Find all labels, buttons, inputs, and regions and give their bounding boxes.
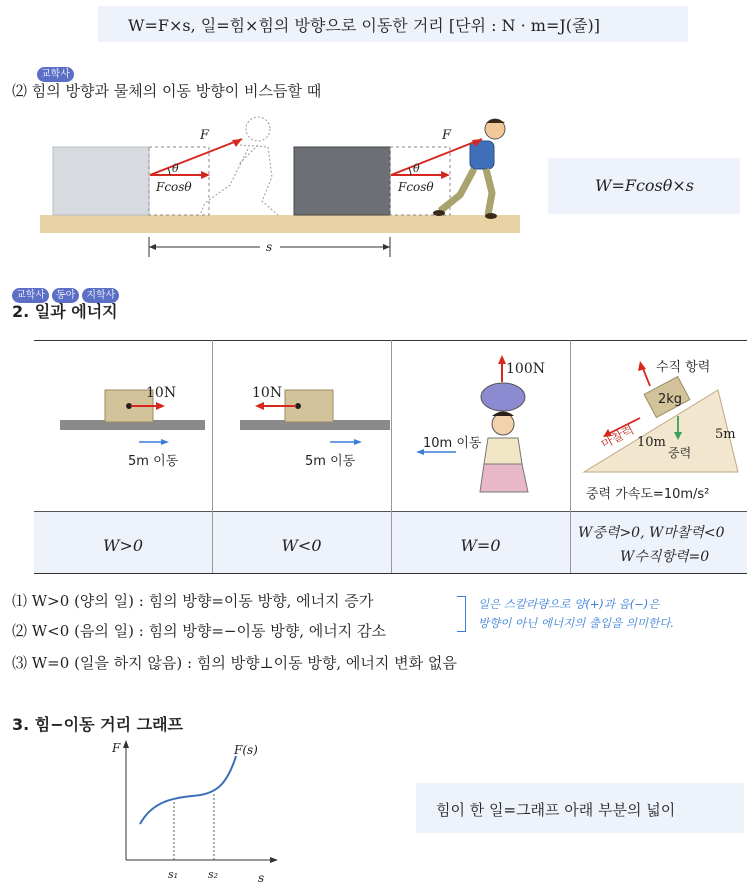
graph-curve-label: F(s) [234,743,258,757]
cell4-gravity: 중력 [668,446,692,460]
publisher-badge: 지학사 [82,288,119,303]
force-distance-graph [112,738,282,888]
oblique-title: ⑵ 힘의 방향과 물체의 이동 방향이 비스듬할 때 [12,82,322,100]
cell2-move: 5m 이동 [305,454,356,469]
note-line-2: 방향이 아닌 에너지의 출입을 의미한다. [478,616,675,630]
label-F-2: F [442,128,452,143]
note-line-1: 일은 스칼라량으로 양(+)과 음(−)은 [478,597,660,611]
label-F-1: F [200,128,210,143]
graph-xlabel: s [258,871,265,885]
list-item-1: ⑴ W>0 (양의 일) : 힘의 방향=이동 방향, 에너지 증가 [12,592,374,610]
graph-statement: 힘이 한 일=그래프 아래 부분의 넓이 [436,801,676,819]
label-theta-1: θ [172,162,179,175]
cell1-result: W>0 [102,536,144,555]
cell2-result: W<0 [281,536,322,555]
work-energy-title: 2. 일과 에너지 [12,302,118,321]
cell4-result-2: W수직항력=0 [620,549,710,565]
label-theta-2: θ [413,162,420,175]
top-formula: W=F×s, 일=힘×힘의 방향으로 이동한 거리 [단위 : N · m=J(줄)] [128,16,600,35]
oblique-illustration [40,115,525,265]
graph-tick-s1: s₁ [168,868,179,881]
cell4-accel: 중력 가속도=10m/s² [586,487,710,502]
cell4-dist: 10m [637,435,666,450]
cell1-move: 5m 이동 [128,454,179,469]
label-s: s [266,240,273,254]
ghost-box [53,147,149,215]
table-divider [570,340,571,573]
bundle [481,383,525,411]
area-under-curve [174,794,214,860]
publisher-badge: 교학사 [12,288,49,303]
cell3-move: 10m 이동 [423,436,482,451]
cell2-force: 10N [252,385,283,401]
cell4-result-1: W중력>0, W마찰력<0 [578,525,725,541]
note-bracket [457,596,466,632]
publisher-badge: 교학사 [37,67,74,82]
cell3-force: 100N [506,361,545,377]
oblique-formula: W=Fcosθ×s [595,176,695,195]
cell4-normal: 수직 항력 [656,360,711,375]
table-bottom-border [34,573,747,574]
graph-tick-s2: s₂ [208,868,219,881]
list-item-3: ⑶ W=0 (일을 하지 않음) : 힘의 방향⊥이동 방향, 에너지 변화 없음 [12,654,457,672]
cell4-mass: 2kg [658,392,683,407]
oblique-badge-wrap [37,62,77,82]
label-fcos-1: Fcosθ [156,180,192,194]
graph-ylabel: F [112,741,121,755]
cell4-height: 5m [715,427,736,442]
ghost-person-illustration [200,117,278,215]
cell1-force: 10N [146,385,177,401]
graph-title: 3. 힘−이동 거리 그래프 [12,715,183,734]
cell3-result: W=0 [460,536,501,555]
publisher-badge: 동아 [52,288,79,303]
list-item-2: ⑵ W<0 (음의 일) : 힘의 방향=−이동 방향, 에너지 감소 [12,622,386,640]
label-fcos-2: Fcosθ [398,180,434,194]
cell3-illustration [410,352,570,502]
solid-box [294,147,390,215]
cell4-friction: 마찰력 [598,422,637,452]
ground [40,215,520,233]
